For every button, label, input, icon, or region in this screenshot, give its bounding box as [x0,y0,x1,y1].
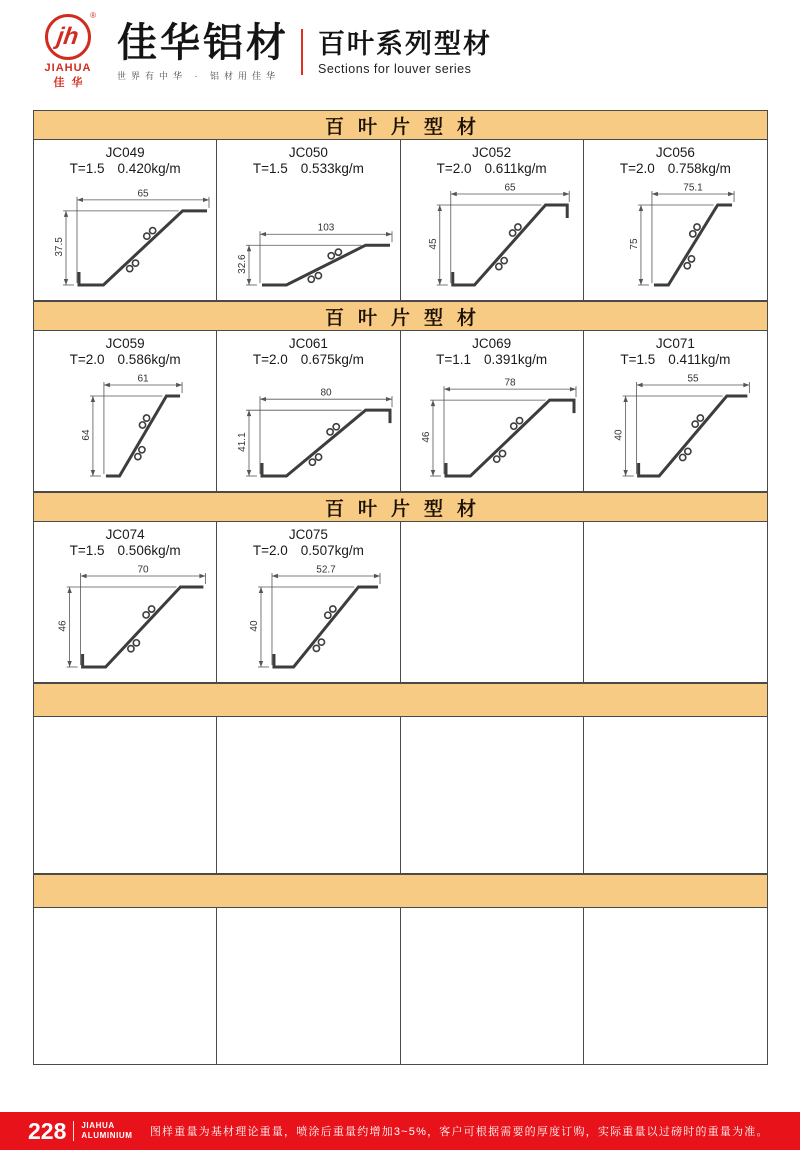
profile-cell-jc061 [217,331,400,491]
clip-hook-icon [514,224,520,230]
profile-thickness: T=2.0 [436,161,472,176]
profile-spec [34,543,216,558]
profile-drawing-wrap [217,559,399,673]
dim-width-label: 75.1 [683,182,704,194]
clip-hook-icon [310,459,316,465]
clip-hook-icon [690,231,696,237]
clip-hook-icon [309,276,315,282]
profile-drawing-wrap [401,177,583,291]
profile-cell-jc071 [584,331,767,491]
clip-hook-icon [493,456,499,462]
dim-width-label: 52.7 [316,564,337,576]
clip-hook-icon [499,450,505,456]
profile-spec [584,161,767,176]
profile-drawing-jc059 [37,368,213,482]
brand-block [117,22,289,82]
dim-height-label: 41.1 [237,432,249,452]
dim-height-label: 64 [81,429,93,441]
clip-hook-icon [314,645,320,651]
empty-cell [401,908,584,1064]
blade-outline [106,396,180,476]
profile-thickness: T=2.0 [619,161,655,176]
profile-weight: 0.391kg/m [484,352,548,367]
dim-height-label: 32.6 [237,254,249,274]
section-header [33,683,768,717]
clip-hook-icon [128,646,134,652]
dim-height-label: 75 [629,238,641,250]
clip-hook-icon [143,612,149,618]
clip-hook-icon [510,423,516,429]
clip-hook-icon [325,612,331,618]
profile-weight: 0.675kg/m [300,352,364,367]
profile-spec [401,352,583,367]
clip-hook-icon [319,639,325,645]
blade-outline [446,400,574,476]
profile-drawing-wrap [217,177,399,291]
dim-height-label: 46 [57,620,69,632]
profile-spec [584,352,767,367]
empty-cell [217,717,400,873]
blade-outline [79,211,207,285]
empty-cell [584,908,767,1064]
profile-weight: 0.586kg/m [117,352,181,367]
section-header [33,301,768,331]
page-header [25,12,775,92]
blade-outline [639,396,748,476]
footer-brand-line1: JIAHUA [81,1121,115,1131]
profile-cell-jc052 [401,140,584,300]
clip-hook-icon [692,421,698,427]
profile-thickness: T=1.1 [436,352,472,367]
profile-code: JC075 [288,527,328,542]
profile-drawing-wrap [217,368,399,482]
section-title: 百叶片型材 [324,307,490,329]
profile-cell-jc059 [34,331,217,491]
clip-hook-icon [127,266,133,272]
dim-width-label: 78 [504,377,516,389]
profile-thickness: T=1.5 [69,543,105,558]
profile-row [33,331,768,492]
clip-hook-icon [680,454,686,460]
profile-drawing-jc069 [404,368,580,482]
profile-cell-jc075 [217,522,400,682]
empty-cell [34,717,217,873]
profile-drawing-wrap [34,559,216,673]
dim-width-label: 65 [504,182,516,194]
clip-hook-icon [689,256,695,262]
profile-drawing-jc052 [404,177,580,291]
series-title-en: Sections for louver series [318,61,472,76]
blade-outline [262,410,390,476]
profile-spec [34,161,216,176]
profile-row [33,522,768,683]
series-title-block [318,28,492,76]
clip-hook-icon [133,260,139,266]
logo-monogram: jh [55,23,81,50]
company-name: 佳华铝材 [117,21,289,65]
page-footer [0,1112,800,1150]
clip-hook-icon [336,249,342,255]
profile-code: JC071 [655,336,695,351]
profile-spec [401,161,583,176]
profile-thickness: T=2.0 [252,543,288,558]
profile-weight: 0.758kg/m [667,161,731,176]
profile-thickness: T=2.0 [69,352,105,367]
clip-hook-icon [139,447,145,453]
profile-drawing-wrap [584,368,767,482]
profile-spec [34,352,216,367]
profile-weight: 0.533kg/m [300,161,364,176]
footer-note: 图样重量为基材理论重量，喷涂后重量约增加3~5%，客户可根据需要的厚度订购，实际重量以过磅时的重量为准。 [149,1126,769,1138]
empty-cell [401,717,584,873]
profile-drawing-jc061 [220,368,396,482]
clip-hook-icon [334,424,340,430]
clip-hook-icon [509,230,515,236]
profile-code: JC074 [105,527,145,542]
clip-hook-icon [694,224,700,230]
clip-hook-icon [698,415,704,421]
dim-height-label: 46 [420,431,432,443]
logo-brand-en: JIAHUA [44,62,92,74]
section-title: 百叶片型材 [324,116,490,138]
profile-weight: 0.420kg/m [117,161,181,176]
profile-drawing-jc075 [220,559,396,673]
clip-hook-icon [516,418,522,424]
dim-height-label: 45 [427,238,439,250]
clip-hook-icon [685,448,691,454]
profile-code: JC056 [655,145,695,160]
profile-drawing-jc056 [587,177,763,291]
empty-cell [584,522,767,682]
empty-cell [34,908,217,1064]
profile-row [33,908,768,1065]
profile-spec [217,352,399,367]
dim-width-label: 70 [137,564,149,576]
clip-hook-icon [501,258,507,264]
footer-brand [81,1121,132,1140]
profile-thickness: T=1.5 [69,161,105,176]
empty-cell [217,908,400,1064]
section-header [33,874,768,908]
profile-weight: 0.506kg/m [117,543,181,558]
profile-cell-jc049 [34,140,217,300]
profile-row [33,717,768,874]
clip-hook-icon [330,606,336,612]
clip-hook-icon [329,253,335,259]
profile-row [33,140,768,301]
profile-weight: 0.611kg/m [484,161,547,176]
logo-brand-cn: 佳华 [53,77,90,89]
profile-cell-jc056 [584,140,767,300]
clip-hook-icon [495,263,501,269]
registered-mark-icon: ® [90,11,96,20]
profile-weight: 0.411kg/m [668,352,731,367]
dim-height-label: 40 [249,620,261,632]
clip-hook-icon [150,228,156,234]
profile-drawing-wrap [34,177,216,291]
profile-spec [217,543,399,558]
dim-height-label: 37.5 [54,237,66,257]
dim-width-label: 65 [137,188,149,200]
dim-width-label: 61 [137,373,149,385]
clip-hook-icon [144,415,150,421]
profile-drawing-jc049 [37,177,213,291]
empty-cell [401,522,584,682]
footer-brand-line2: ALUMINIUM [81,1131,133,1140]
profile-thickness: T=2.0 [252,352,288,367]
profile-drawing-wrap [34,368,216,482]
section-header [33,110,768,140]
section-header [33,492,768,522]
profile-code: JC069 [472,336,512,351]
blade-outline [654,205,732,285]
clip-hook-icon [149,606,155,612]
clip-hook-icon [144,233,150,239]
jiahua-logo-icon [45,11,96,60]
profile-drawing-wrap [401,368,583,482]
clip-hook-icon [133,640,139,646]
header-divider [301,29,303,75]
page-number: 228 [28,1117,67,1144]
clip-hook-icon [685,263,691,269]
clip-hook-icon [140,422,146,428]
profile-code: JC059 [105,336,145,351]
profile-thickness: T=1.5 [620,352,656,367]
profile-weight: 0.507kg/m [300,543,364,558]
clip-hook-icon [327,429,333,435]
dim-width-label: 80 [320,387,332,399]
clip-hook-icon [316,273,322,279]
empty-cell [584,717,767,873]
blade-outline [452,205,566,285]
profile-table [33,110,768,1065]
clip-hook-icon [316,454,322,460]
dim-height-label: 40 [614,429,625,441]
profile-cell-jc050 [217,140,400,300]
profile-thickness: T=1.5 [252,161,288,176]
profile-code: JC061 [288,336,328,351]
blade-outline [262,245,390,285]
profile-code: JC050 [288,145,328,160]
series-title-cn: 百叶系列型材 [318,29,492,60]
profile-code: JC052 [472,145,512,160]
dim-width-label: 103 [318,222,335,234]
profile-drawing-jc071 [587,368,763,482]
section-title: 百叶片型材 [324,498,490,520]
company-slogan: 世界有中华 · 铝材用佳华 [117,71,280,81]
profile-code: JC049 [105,145,145,160]
blade-outline [83,587,204,667]
dim-width-label: 55 [687,373,699,385]
profile-cell-jc069 [401,331,584,491]
profile-spec [217,161,399,176]
profile-drawing-jc050 [220,177,396,291]
profile-drawing-wrap [584,177,767,291]
jiahua-logo [25,11,111,90]
profile-cell-jc074 [34,522,217,682]
clip-hook-icon [135,454,141,460]
profile-drawing-jc074 [37,559,213,673]
footer-divider [73,1121,74,1141]
blade-outline [274,587,378,667]
